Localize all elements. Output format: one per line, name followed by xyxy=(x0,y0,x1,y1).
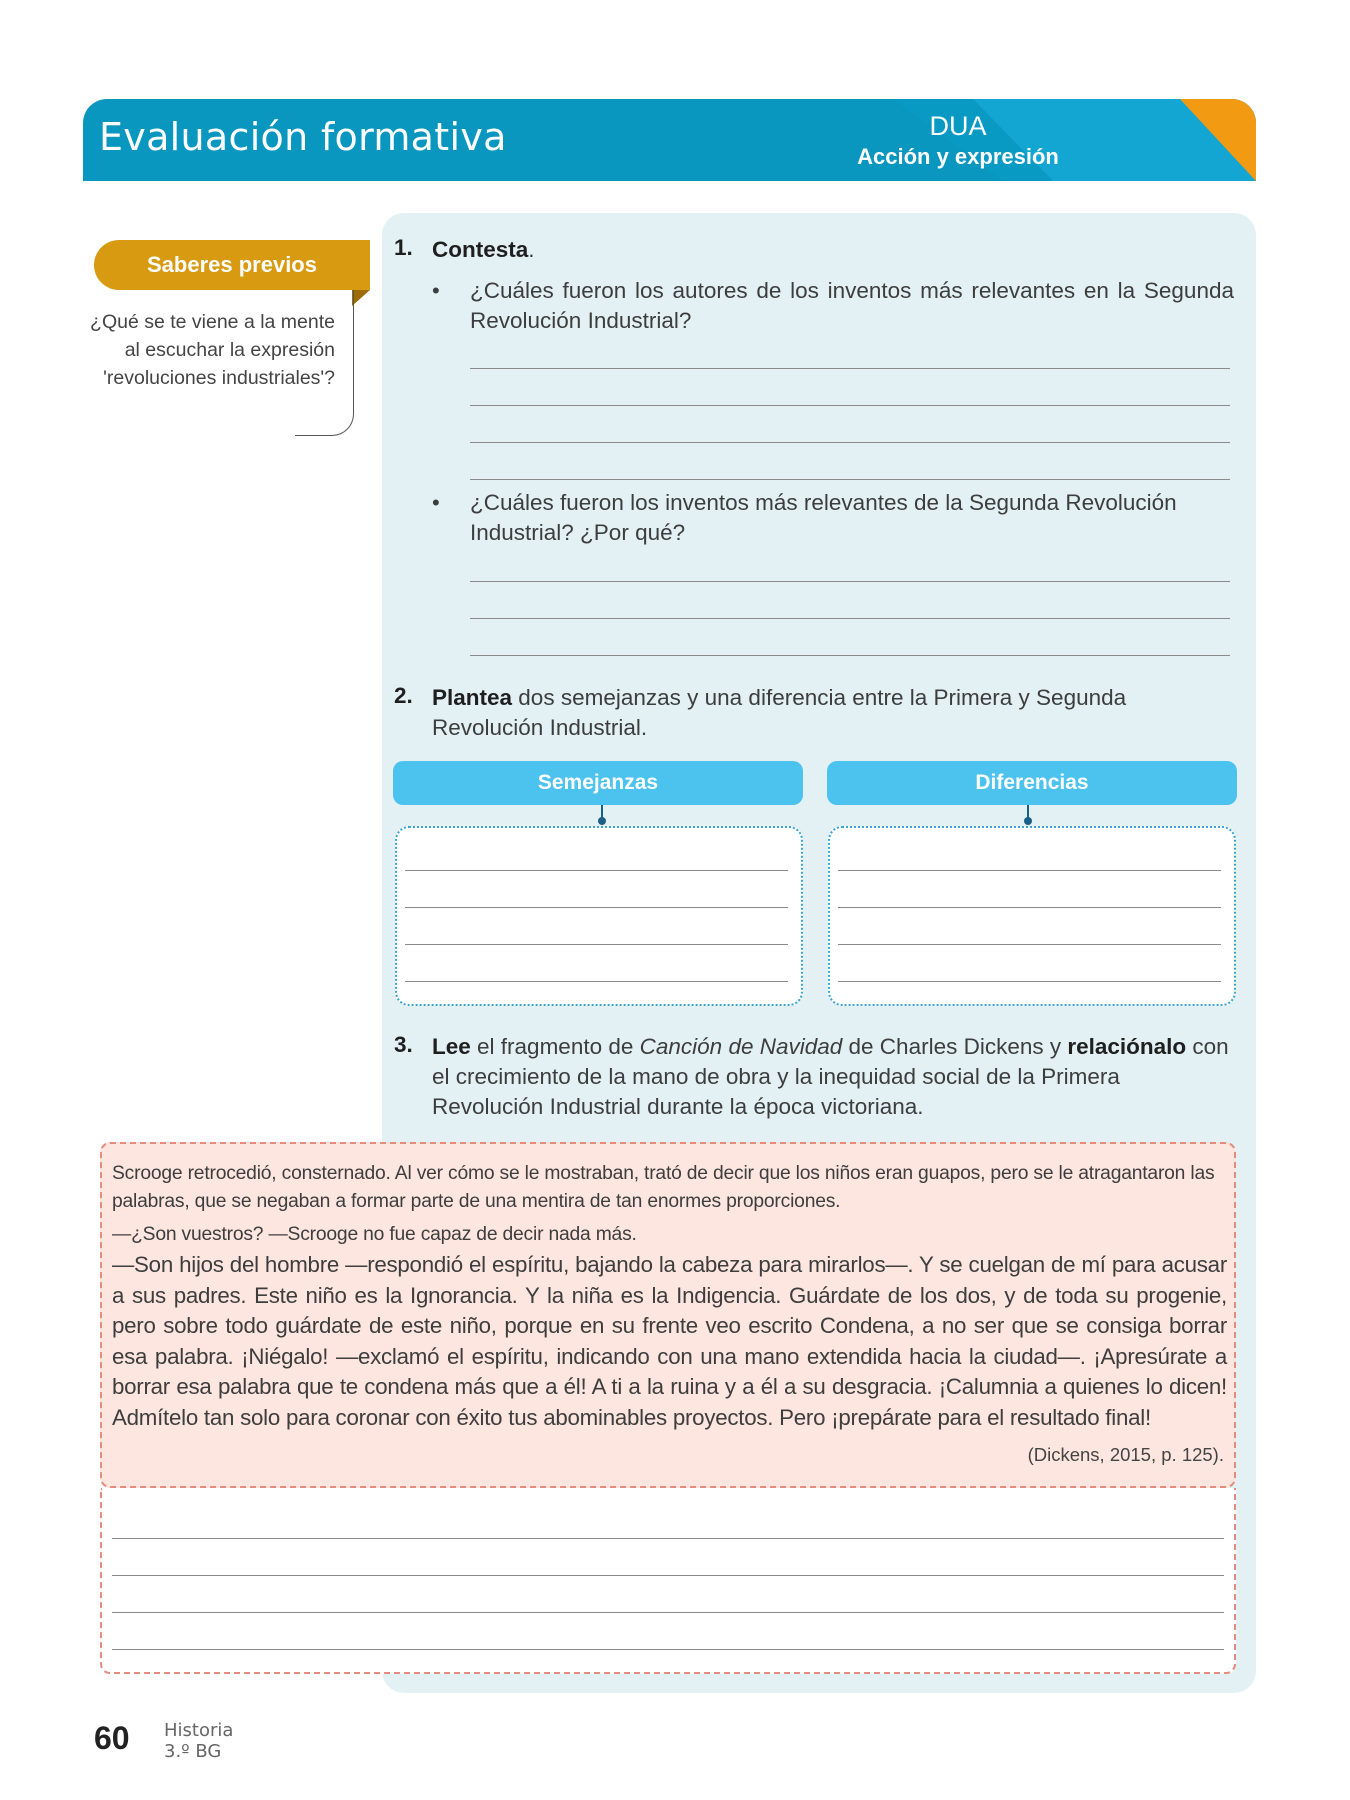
bullet-icon: • xyxy=(432,490,440,515)
dua-subtitle: Acción y expresión xyxy=(857,144,1059,169)
answer-line[interactable] xyxy=(838,870,1221,871)
answer-line[interactable] xyxy=(112,1575,1224,1576)
q1-prompt xyxy=(432,235,535,265)
q1-rest: . xyxy=(528,237,535,262)
answer-line[interactable] xyxy=(405,870,788,871)
subject-name: Historia xyxy=(164,1720,234,1741)
diferencias-box xyxy=(828,826,1236,1006)
q3-text-3: con el crecimiento de la mano de obra y la inequidad social de la Primera Revolución Industrial durante la época victoriana. xyxy=(432,1034,1229,1119)
quote-citation: (Dickens, 2015, p. 125). xyxy=(1027,1444,1224,1465)
q2-prompt xyxy=(432,683,1234,743)
semejanzas-box xyxy=(395,826,803,1006)
answer-line[interactable] xyxy=(470,581,1230,582)
answer-box xyxy=(100,1488,1236,1674)
saberes-fold-shape xyxy=(352,290,370,306)
saberes-previos-box xyxy=(80,290,354,436)
saberes-question: ¿Qué se te viene a la mente al escuchar la expresión 'revoluciones industriales'? xyxy=(90,311,335,389)
answer-line[interactable] xyxy=(405,944,788,945)
answer-line[interactable] xyxy=(470,479,1230,480)
q2-rest: dos semejanzas y una diferencia entre la Primera y Segunda Revolución Industrial. xyxy=(432,685,1127,740)
semejanzas-header: Semejanzas xyxy=(393,761,803,805)
q1-bullet-2: ¿Cuáles fueron los inventos más relevantes de la Segunda Revolución Industrial? ¿Por qué? xyxy=(470,490,1177,545)
q3-text-1: el fragmento de xyxy=(470,1034,640,1059)
quote-paragraph-2: —¿Son vuestros? —Scrooge no fue capaz de decir nada más. xyxy=(112,1224,637,1245)
q3-number: 3. xyxy=(394,1032,413,1057)
header-banner xyxy=(83,99,1256,181)
q3-verb-2: relaciónalo xyxy=(1067,1034,1187,1059)
dua-title: DUA xyxy=(929,111,987,141)
answer-line[interactable] xyxy=(838,944,1221,945)
answer-line[interactable] xyxy=(112,1538,1224,1539)
answer-line[interactable] xyxy=(470,368,1230,369)
answer-line[interactable] xyxy=(838,907,1221,908)
answer-line[interactable] xyxy=(470,618,1230,619)
saberes-previos-label: Saberes previos xyxy=(94,240,370,290)
page-number: 60 xyxy=(94,1720,130,1756)
connector-dot xyxy=(598,817,606,825)
bullet-icon: • xyxy=(432,278,440,303)
answer-line[interactable] xyxy=(838,981,1221,982)
q2-number: 2. xyxy=(394,683,413,708)
answer-line[interactable] xyxy=(405,981,788,982)
q1-verb: Contesta xyxy=(432,237,529,262)
answer-line[interactable] xyxy=(470,442,1230,443)
dua-label xyxy=(843,111,1073,170)
grade-label: 3.º BG xyxy=(164,1741,222,1762)
answer-line[interactable] xyxy=(470,655,1230,656)
answer-line[interactable] xyxy=(470,405,1230,406)
subject-label xyxy=(164,1720,233,1762)
answer-line[interactable] xyxy=(112,1649,1224,1650)
q3-prompt xyxy=(432,1032,1234,1122)
quote-paragraph-1: Scrooge retrocedió, consternado. Al ver cómo se le mostraban, trató de decir que los niños eran guapos, pero se le atragantaron las palabras, que se negaban a formar parte de una mentira de tan enormes proporciones. xyxy=(112,1163,1215,1212)
q2-verb: Plantea xyxy=(432,685,513,710)
q3-verb: Lee xyxy=(432,1034,471,1059)
q1-number: 1. xyxy=(394,235,413,260)
q1-bullet-1: ¿Cuáles fueron los autores de los inventos más relevantes en la Segunda Revolución Industrial? xyxy=(470,278,1234,333)
answer-line[interactable] xyxy=(112,1612,1224,1613)
q3-text-2: de Charles Dickens y xyxy=(842,1034,1068,1059)
answer-line[interactable] xyxy=(405,907,788,908)
diferencias-header: Diferencias xyxy=(827,761,1237,805)
connector-dot xyxy=(1024,817,1032,825)
page-title: Evaluación formativa xyxy=(99,115,507,159)
quote-paragraph-3: —Son hijos del hombre —respondió el espíritu, bajando la cabeza para mirarlos—. Y se cuelgan de mí para acusar a sus padres. Este niño es la Ignorancia. Y la niña es la Indigencia. Guárdate de los dos, y de toda su progenie, pero sobre todo guárdate de este niño, porque en su frente veo escrito Condena, a no ser que se consiga borrar esa palabra. ¡Niégalo! —exclamó el espíritu, indicando con una mano extendida hacia la ciudad—. ¡Apresúrate a borrar esa palabra que te condena más que a él! A ti a la ruina y a él a su desgracia. ¡Calumnia a quienes lo dicen! Admítelo tan solo para coronar con éxito tus abominables proyectos. Pero ¡prepárate para el resultado final! xyxy=(112,1252,1227,1430)
q3-work-title: Canción de Navidad xyxy=(639,1034,843,1059)
